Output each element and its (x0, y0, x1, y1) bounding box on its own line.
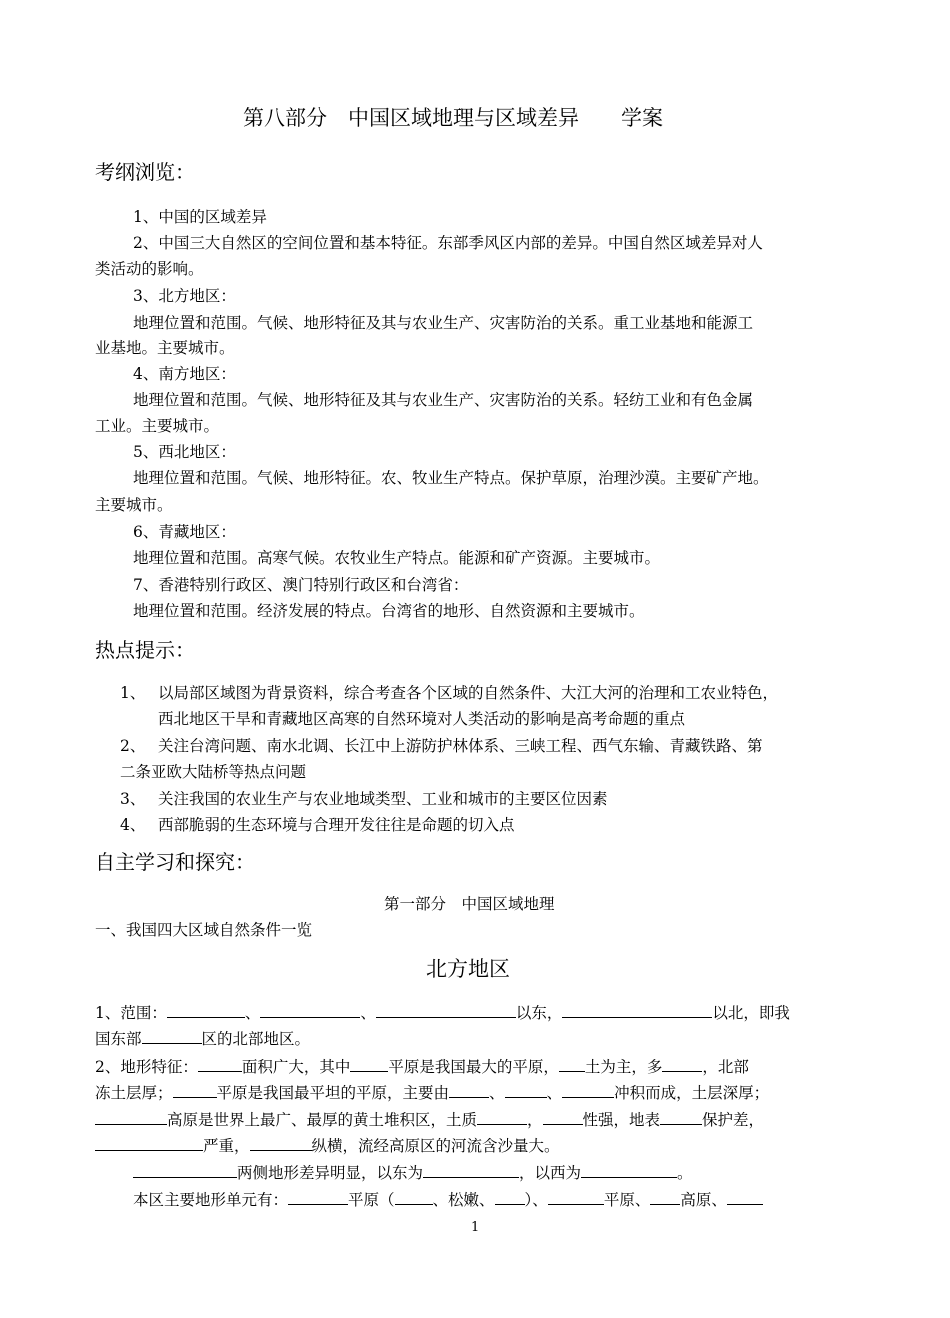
question-2-label: 2、地形特征： (95, 1058, 198, 1076)
answer-blank[interactable] (250, 1136, 312, 1151)
answer-blank[interactable] (198, 1057, 242, 1072)
answer-blank[interactable] (581, 1163, 677, 1178)
outline-item-4-line-2: 工业。主要城市。 (95, 417, 220, 435)
outline-item-5-line-2: 主要城市。 (95, 496, 173, 514)
q2-text: 平原是我国最大的平原， (388, 1058, 559, 1076)
answer-blank[interactable] (423, 1163, 519, 1178)
punct: 。 (677, 1164, 693, 1182)
answer-blank[interactable] (173, 1083, 217, 1098)
outline-item-3-line-1: 地理位置和范围。气候、地形特征及其与农业生产、灾害防治的关系。重工业基地和能源工 (133, 314, 754, 332)
answer-blank[interactable] (548, 1190, 604, 1205)
answer-blank[interactable] (505, 1083, 547, 1098)
q2-text: 面积广大，其中 (241, 1058, 351, 1076)
hot-item-1-number: 1、 (120, 684, 146, 702)
q2-text: 高原、 (680, 1191, 727, 1209)
q2-text: 冻土层厚； (95, 1084, 173, 1102)
question-2-line-6 (133, 1190, 763, 1210)
hot-item-3-text: 关注我国的农业生产与农业地域类型、工业和城市的主要区位因素 (158, 790, 608, 808)
question-1-line-1 (95, 1003, 790, 1023)
answer-blank[interactable] (727, 1190, 763, 1205)
answer-blank[interactable] (350, 1057, 388, 1072)
punct: 、 (546, 1084, 563, 1102)
question-2-line-5 (133, 1163, 693, 1183)
q1-text-north: 以北，即我 (712, 1004, 790, 1022)
question-2-line-2 (95, 1083, 769, 1103)
q1-text-east-part: 国东部 (95, 1030, 142, 1048)
answer-blank[interactable] (95, 1110, 167, 1125)
q2-text: 本区主要地形单元有： (133, 1191, 289, 1209)
answer-blank[interactable] (543, 1110, 583, 1125)
answer-blank[interactable] (495, 1190, 525, 1205)
q2-text: 纵横，流经高原区的河流含沙量大。 (311, 1137, 560, 1155)
outline-item-3: 3、北方地区： (133, 287, 236, 305)
outline-item-1: 1、中国的区域差异 (133, 208, 267, 226)
outline-item-5-line-1: 地理位置和范围。气候、地形特征。农、牧业生产特点。保护草原，治理沙漠。主要矿产地。 (133, 469, 769, 487)
q2-text: 冲积而成，土层深厚； (614, 1084, 770, 1102)
q2-text: 、松嫩、 (432, 1191, 495, 1209)
q2-text: 性强，地表 (582, 1111, 661, 1129)
outline-item-6-line-1: 地理位置和范围。高寒气候。农牧业生产特点。能源和矿产资源。主要城市。 (133, 549, 661, 567)
q1-text-region: 区的北部地区。 (201, 1030, 311, 1048)
answer-blank[interactable] (650, 1190, 680, 1205)
hot-item-1-line-1: 以局部区域图为背景资料，综合考查各个区域的自然条件、大江大河的治理和工农业特色， (158, 684, 779, 702)
answer-blank[interactable] (562, 1083, 614, 1098)
q2-text: ，以西为 (519, 1164, 582, 1182)
hot-item-4-text: 西部脆弱的生态环境与合理开发往往是命题的切入点 (158, 816, 515, 834)
punct: ， (527, 1111, 543, 1129)
answer-blank[interactable] (167, 1003, 245, 1018)
outline-item-6: 6、青藏地区： (133, 523, 236, 541)
outline-item-7: 7、香港特别行政区、澳门特别行政区和台湾省： (133, 576, 469, 594)
answer-blank[interactable] (142, 1029, 202, 1044)
answer-blank[interactable] (662, 1057, 702, 1072)
answer-blank[interactable] (95, 1136, 203, 1151)
outline-item-7-line-1: 地理位置和范围。经济发展的特点。台湾省的地形、自然资源和主要城市。 (133, 602, 645, 620)
hot-item-3-number: 3、 (120, 790, 146, 808)
answer-blank[interactable] (133, 1163, 237, 1178)
q2-text: ）、 (524, 1191, 548, 1209)
q2-text: 保护差， (702, 1111, 765, 1129)
question-2-line-1 (95, 1057, 749, 1077)
answer-blank[interactable] (288, 1190, 348, 1205)
hot-item-1-line-2: 西北地区干旱和青藏地区高寒的自然环境对人类活动的影响是高考命题的重点 (158, 710, 686, 728)
section-heading-hot: 热点提示： (95, 638, 195, 662)
region-title: 北方地区 (426, 957, 510, 981)
outline-item-4: 4、南方地区： (133, 365, 236, 383)
doc-title: 第八部分 中国区域地理与区域差异 学案 (243, 106, 663, 130)
q2-text: 平原是我国最平坦的平原，主要由 (216, 1084, 450, 1102)
q1-text-east: 以东， (515, 1004, 563, 1022)
answer-blank[interactable] (260, 1003, 360, 1018)
answer-blank[interactable] (395, 1190, 433, 1205)
outline-item-2-line-1: 2、中国三大自然区的空间位置和基本特征。东部季风区内部的差异。中国自然区域差异对人 (133, 234, 763, 252)
q2-text: 两侧地形差异明显，以东为 (237, 1164, 424, 1182)
question-2-line-4 (95, 1136, 560, 1156)
question-1-label: 1、范围： (95, 1004, 167, 1022)
q2-text: 土为主，多 (584, 1058, 663, 1076)
q2-text: 严重， (203, 1137, 250, 1155)
page-number: 1 (471, 1220, 480, 1235)
punct: 、 (360, 1004, 376, 1022)
answer-blank[interactable] (449, 1083, 489, 1098)
answer-blank[interactable] (660, 1110, 702, 1125)
hot-item-2-number: 2、 (120, 737, 146, 755)
part-title: 第一部分 中国区域地理 (384, 895, 555, 913)
q2-text: ，北部 (702, 1058, 749, 1076)
punct: 、 (489, 1084, 505, 1102)
answer-blank[interactable] (376, 1003, 516, 1018)
outline-item-3-line-2: 业基地。主要城市。 (95, 339, 235, 357)
section-heading-outline: 考纲浏览： (95, 160, 195, 184)
outline-item-5: 5、西北地区： (133, 443, 236, 461)
answer-blank[interactable] (559, 1057, 585, 1072)
hot-item-2-line-2: 二条亚欧大陆桥等热点问题 (120, 763, 307, 781)
question-1-line-2 (95, 1029, 310, 1049)
q2-text: 平原、 (603, 1191, 651, 1209)
answer-blank[interactable] (477, 1110, 527, 1125)
part-heading: 一、我国四大区域自然条件一览 (95, 921, 313, 939)
hot-item-4-number: 4、 (120, 816, 146, 834)
punct: 、 (244, 1004, 261, 1022)
hot-item-2-line-1: 关注台湾问题、南水北调、长江中上游防护林体系、三峡工程、西气东输、青藏铁路、第 (158, 737, 763, 755)
q2-text: 平原（ (348, 1191, 395, 1209)
question-2-line-3 (95, 1110, 764, 1130)
section-heading-study: 自主学习和探究： (95, 850, 255, 874)
outline-item-2-line-2: 类活动的影响。 (95, 260, 204, 278)
outline-item-4-line-1: 地理位置和范围。气候、地形特征及其与农业生产、灾害防治的关系。轻纺工业和有色金属 (133, 391, 754, 409)
q2-text: 高原是世界上最广、最厚的黄土堆积区，土质 (167, 1111, 478, 1129)
answer-blank[interactable] (562, 1003, 712, 1018)
